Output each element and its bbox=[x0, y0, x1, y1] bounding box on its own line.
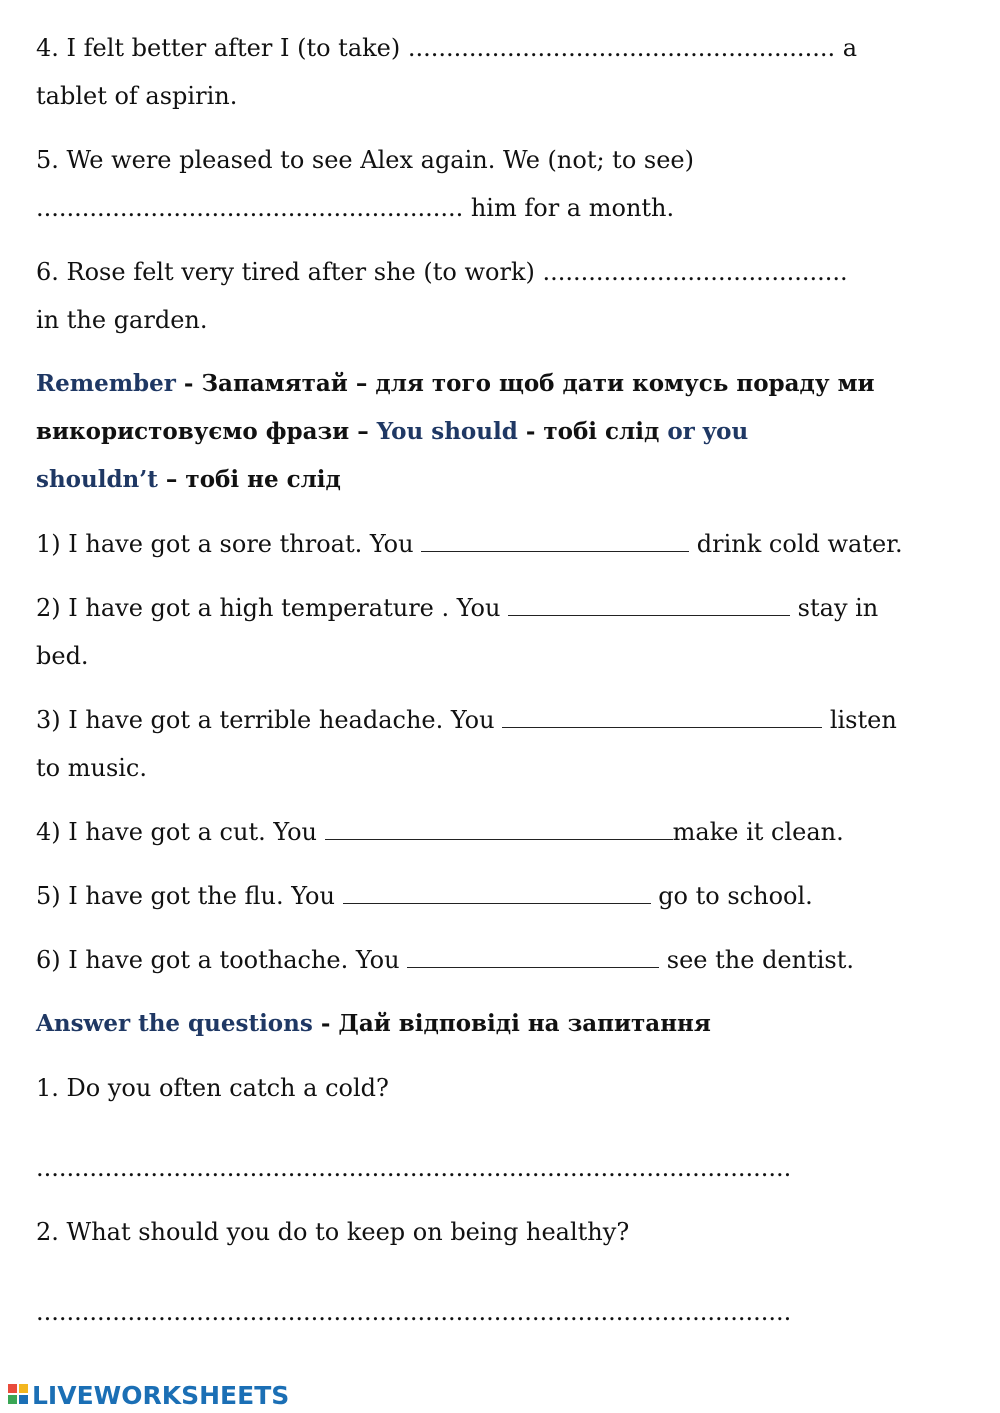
item-text: make it clean. bbox=[672, 818, 844, 846]
answer-blank[interactable] bbox=[421, 527, 689, 552]
item-text: 6) I have got a toothache. You bbox=[36, 946, 408, 974]
question-2 bbox=[36, 1208, 966, 1336]
item-text: 4) I have got a cut. You bbox=[36, 818, 325, 846]
remember-note bbox=[36, 360, 966, 504]
question-text: 1. Do you often catch a cold? bbox=[36, 1074, 389, 1102]
answer-blank[interactable] bbox=[325, 815, 673, 840]
advice-item-6 bbox=[36, 936, 966, 984]
advice-item-4 bbox=[36, 808, 966, 856]
answer-blank[interactable] bbox=[343, 879, 651, 904]
item-text: 2) I have got a high temperature . You bbox=[36, 594, 509, 622]
item-text: to music. bbox=[36, 754, 147, 782]
exercise-item-5 bbox=[36, 136, 966, 232]
item-text: 5. We were pleased to see Alex again. We (not; to see) bbox=[36, 146, 694, 174]
item-text: tablet of aspirin. bbox=[36, 82, 238, 110]
you-should-phrase: You should bbox=[376, 418, 526, 445]
remember-label: Remember bbox=[36, 370, 176, 397]
answer-blank[interactable] bbox=[407, 943, 659, 968]
worksheet-page bbox=[36, 24, 966, 1352]
item-text: see the dentist. bbox=[659, 946, 855, 974]
item-text: stay in bbox=[790, 594, 879, 622]
questions-heading-label: Answer the questions bbox=[36, 1010, 313, 1037]
exercise-item-6 bbox=[36, 248, 966, 344]
item-text: 1) I have got a sore throat. You bbox=[36, 530, 422, 558]
remember-text: – тобі не слід bbox=[157, 466, 341, 493]
advice-item-1 bbox=[36, 520, 966, 568]
item-text: go to school. bbox=[650, 882, 813, 910]
exercise-item-4 bbox=[36, 24, 966, 120]
item-text: in the garden. bbox=[36, 306, 208, 334]
answer-blank[interactable] bbox=[508, 591, 790, 616]
remember-text: - тобі слід bbox=[525, 418, 668, 445]
item-text: 5) I have got the flu. You bbox=[36, 882, 343, 910]
item-text: 3) I have got a terrible headache. You bbox=[36, 706, 503, 734]
question-text: 2. What should you do to keep on being healthy? bbox=[36, 1218, 630, 1246]
advice-item-5 bbox=[36, 872, 966, 920]
shouldnt-phrase: shouldn’t bbox=[36, 466, 158, 493]
remember-text: Запамятай – для того щоб дати комусь пораду ми bbox=[201, 370, 875, 397]
advice-item-2 bbox=[36, 584, 966, 680]
or-you-phrase: or you bbox=[667, 418, 749, 445]
advice-item-3 bbox=[36, 696, 966, 792]
answer-line[interactable]: ................................................................................................... bbox=[36, 1298, 792, 1326]
item-text: 4. I felt better after I (to take) ........................................................ a bbox=[36, 34, 858, 62]
item-text: listen bbox=[822, 706, 897, 734]
item-text: ........................................................ him for a month. bbox=[36, 194, 675, 222]
answer-line[interactable]: ................................................................................................... bbox=[36, 1154, 792, 1182]
questions-heading-text: - Дай відповіді на запитання bbox=[312, 1010, 711, 1037]
item-text: bed. bbox=[36, 642, 89, 670]
question-1 bbox=[36, 1064, 966, 1192]
logo-blocks-icon bbox=[8, 1384, 30, 1406]
liveworksheets-logo bbox=[8, 1380, 289, 1410]
answer-blank[interactable] bbox=[502, 703, 822, 728]
remember-text: використовуємо фрази – bbox=[36, 418, 377, 445]
logo-text: LIVEWORKSHEETS bbox=[32, 1380, 290, 1410]
remember-dash: - bbox=[175, 370, 202, 397]
questions-heading bbox=[36, 1000, 966, 1048]
item-text: 6. Rose felt very tired after she (to work) ........................................ bbox=[36, 258, 848, 286]
item-text: drink cold water. bbox=[689, 530, 903, 558]
